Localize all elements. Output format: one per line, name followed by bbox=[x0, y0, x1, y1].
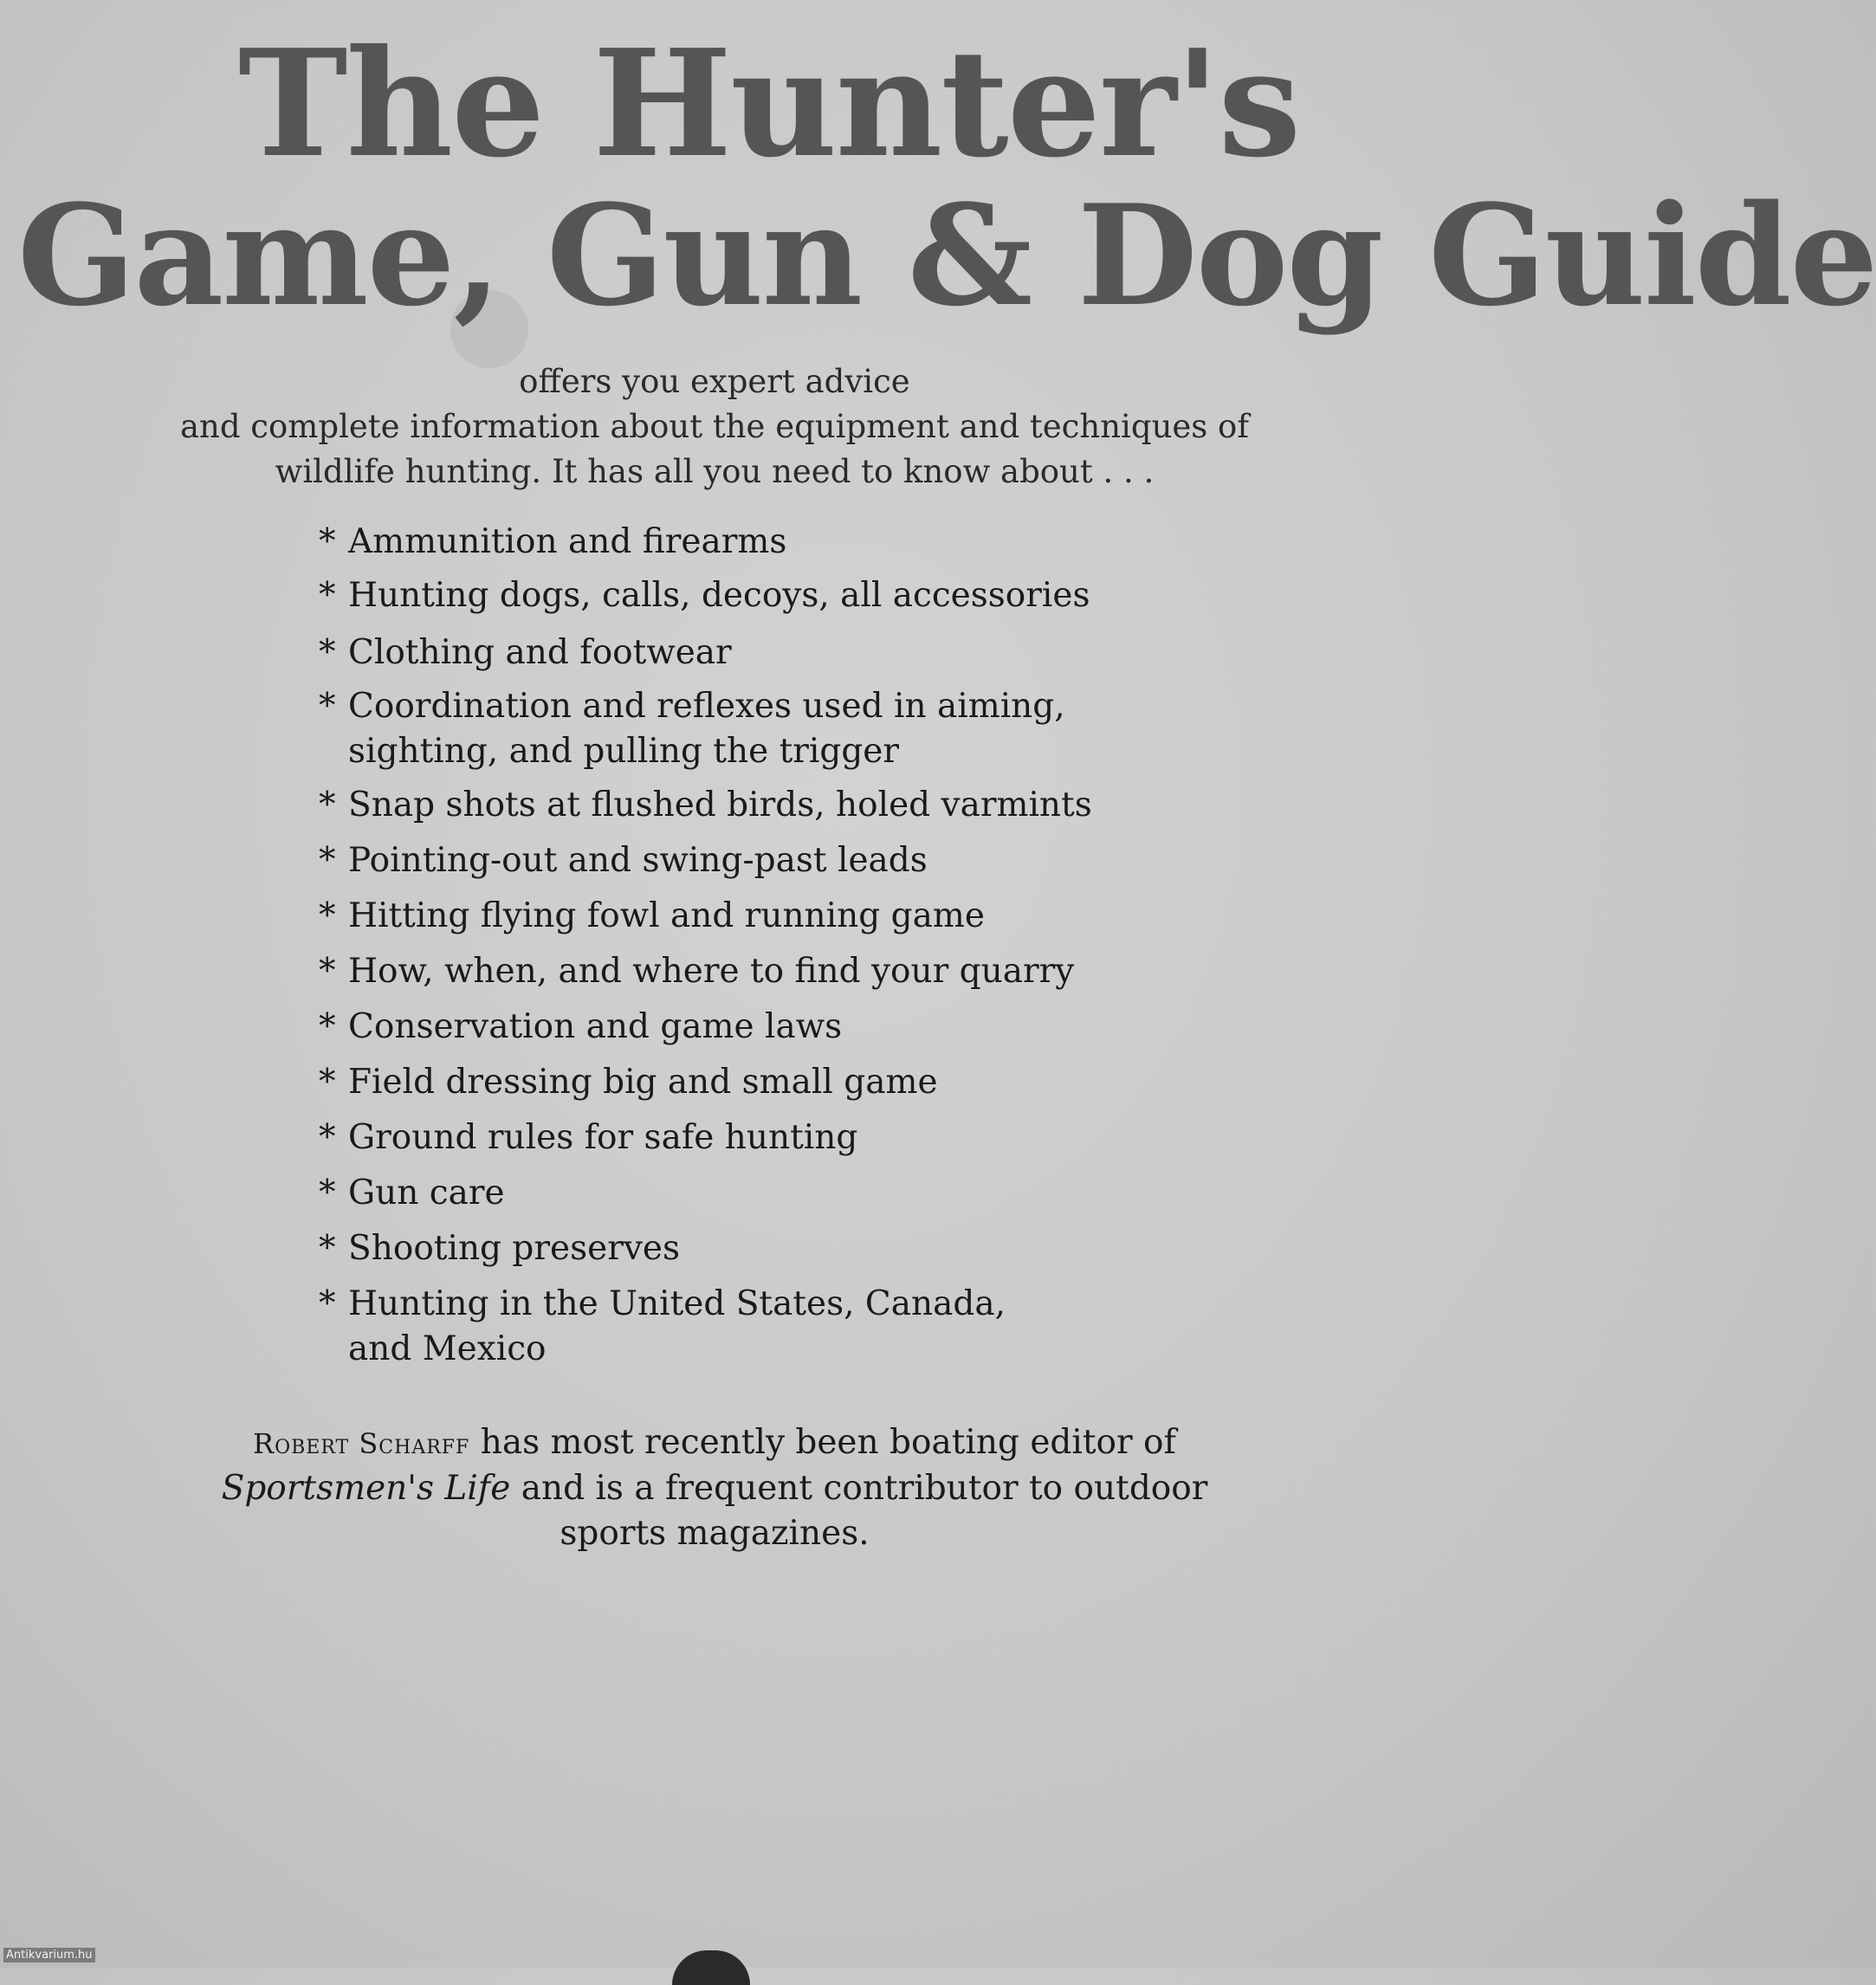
bullet-asterisk: * bbox=[319, 576, 336, 615]
feature-item bbox=[319, 1226, 1185, 1271]
bullet-asterisk: * bbox=[319, 786, 336, 824]
feature-item bbox=[319, 1005, 1185, 1050]
bullet-asterisk: * bbox=[319, 633, 336, 672]
bullet-asterisk: * bbox=[319, 1174, 336, 1212]
feature-text: Hunting dogs, calls, decoys, all accessories bbox=[348, 576, 1090, 615]
bullet-asterisk: * bbox=[319, 1118, 336, 1157]
bullet-asterisk: * bbox=[319, 687, 336, 726]
feature-item bbox=[319, 1171, 1185, 1216]
feature-item bbox=[319, 838, 1185, 883]
bullet-asterisk: * bbox=[319, 1284, 336, 1323]
feature-text: Hunting in the United States, Canada, bbox=[348, 1284, 1006, 1323]
feature-text: Conservation and game laws bbox=[348, 1007, 843, 1046]
feature-item bbox=[319, 573, 1185, 618]
intro-line-1: offers you expert advice bbox=[519, 363, 910, 400]
feature-text: Gun care bbox=[348, 1174, 505, 1212]
author-bio-text-3: sports magazines. bbox=[560, 1514, 870, 1553]
feature-text: Snap shots at flushed birds, holed varmints bbox=[348, 786, 1092, 824]
feature-text: Field dressing big and small game bbox=[348, 1063, 938, 1102]
feature-item bbox=[319, 1282, 1185, 1372]
intro-paragraph bbox=[0, 359, 1429, 495]
feature-item bbox=[319, 684, 1185, 774]
feature-text: Coordination and reflexes used in aiming, bbox=[348, 687, 1065, 726]
feature-item bbox=[319, 949, 1185, 994]
feature-text: sighting, and pulling the trigger bbox=[348, 732, 900, 771]
feature-item bbox=[319, 630, 1185, 676]
feature-text: How, when, and where to find your quarry bbox=[348, 952, 1075, 991]
author-bio-text-1: has most recently been boating editor of bbox=[480, 1423, 1176, 1462]
author-bio-text-2: and is a frequent contributor to outdoor bbox=[521, 1469, 1208, 1508]
feature-list bbox=[319, 509, 1185, 1372]
feature-text: Clothing and footwear bbox=[348, 633, 732, 672]
title-line-2: Game, Gun & Dog Guide bbox=[17, 174, 1876, 337]
feature-text: Hitting flying fowl and running game bbox=[348, 896, 985, 935]
publication-title: Sportsmen's Life bbox=[221, 1469, 511, 1508]
bullet-asterisk: * bbox=[319, 896, 336, 935]
bullet-asterisk: * bbox=[319, 522, 336, 561]
feature-item bbox=[319, 520, 1185, 565]
feature-text: Ammunition and firearms bbox=[348, 522, 787, 561]
feature-item bbox=[319, 1115, 1185, 1161]
feature-text: Ground rules for safe hunting bbox=[348, 1118, 858, 1157]
author-name: Robert Scharff bbox=[253, 1427, 470, 1460]
author-bio bbox=[139, 1420, 1291, 1556]
bullet-asterisk: * bbox=[319, 1229, 336, 1268]
bullet-asterisk: * bbox=[319, 1063, 336, 1102]
watermark: Antikvarium.hu bbox=[3, 1948, 95, 1962]
intro-line-2: and complete information about the equipment and techniques of bbox=[179, 408, 1250, 445]
bullet-asterisk: * bbox=[319, 841, 336, 880]
bullet-asterisk: * bbox=[319, 952, 336, 991]
feature-item bbox=[319, 783, 1185, 828]
feature-text: Shooting preserves bbox=[348, 1229, 680, 1268]
intro-line-3: wildlife hunting. It has all you need to know about . . . bbox=[275, 453, 1155, 490]
bullet-asterisk: * bbox=[319, 1007, 336, 1046]
feature-item bbox=[319, 1060, 1185, 1105]
feature-text: and Mexico bbox=[348, 1329, 547, 1368]
title-line-1: The Hunter's bbox=[238, 17, 1300, 191]
feature-item bbox=[319, 894, 1185, 939]
feature-text: Pointing-out and swing-past leads bbox=[348, 841, 928, 880]
publisher-logo bbox=[672, 1950, 750, 1985]
